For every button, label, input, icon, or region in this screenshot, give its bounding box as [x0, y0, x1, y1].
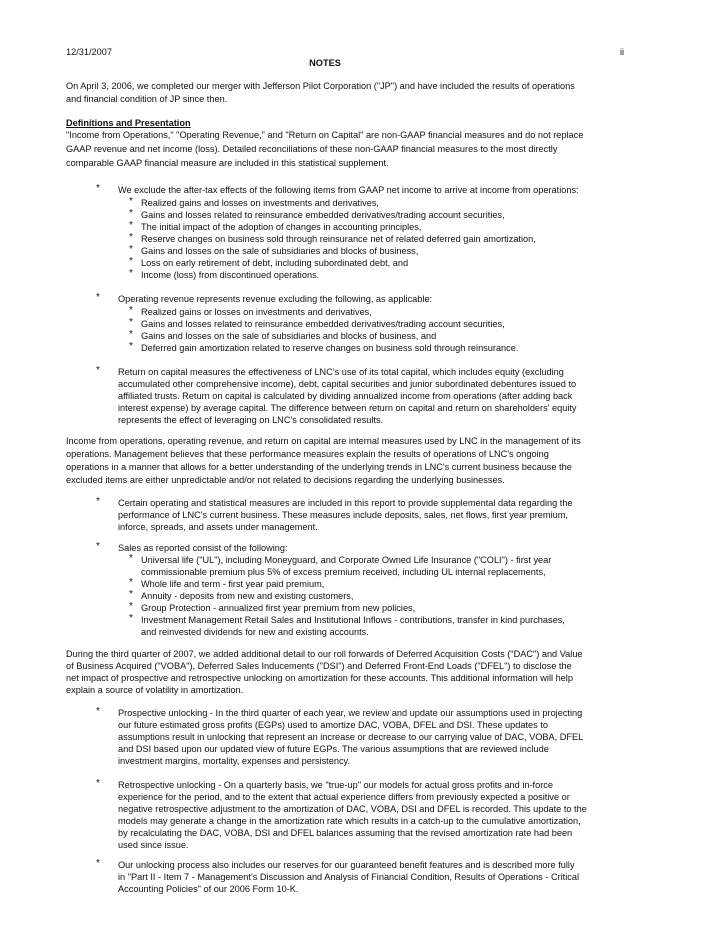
- bullet-marker: *: [96, 858, 100, 869]
- bullet-line: investment margins, mortality, expenses and persistency.: [118, 756, 350, 766]
- sub-bullet-marker: *: [129, 232, 133, 243]
- bullet-line: negative retrospective adjustment to the amortization of DAC, VOBA, DSI and DFEL is recorded. This update to the: [118, 804, 587, 814]
- definitions-line: comparable GAAP financial measure are included in this statistical supplement.: [66, 158, 389, 168]
- bullet-line: Prospective unlocking - In the third quarter of each year, we review and update our assumptions used in projecting: [118, 708, 583, 718]
- sub-bullet-item: Gains and losses on the sale of subsidiaries and blocks of business, and: [141, 331, 437, 341]
- sub-bullet-marker: *: [129, 196, 133, 207]
- bullet-line: and DSI based upon our updated view of future EGPs. The various assumptions that are reviewed include: [118, 744, 549, 754]
- bullet-line: Return on capital measures the effectiveness of LNC's use of its total capital, which includes equity (excluding: [118, 367, 564, 377]
- bullet-marker: *: [96, 292, 100, 303]
- sub-bullet-marker: *: [129, 220, 133, 231]
- paragraph-line: excluded items are either unpredictable and/or not related to decisions regarding the underlying businesses.: [66, 475, 505, 485]
- sub-bullet-item: Realized gains and losses on investments and derivatives,: [141, 198, 379, 208]
- page-title: NOTES: [309, 58, 341, 68]
- sub-bullet-item: Gains and losses related to reinsurance embedded derivatives/trading account securities,: [141, 319, 505, 329]
- bullet-marker: *: [96, 541, 100, 552]
- sub-bullet-item: Group Protection - annualized first year premium from new policies,: [141, 603, 416, 613]
- bullet-line: inforce, spreads, and assets under management.: [118, 522, 318, 532]
- sub-bullet-item: Gains and losses related to reinsurance embedded derivatives/trading account securities,: [141, 210, 505, 220]
- bullet-line: Certain operating and statistical measures are included in this report to provide supplemental data regarding the: [118, 498, 573, 508]
- sub-bullet-item: commissionable premium plus 5% of excess premium received, including UL internal replacements,: [141, 567, 546, 577]
- paragraph-line: During the third quarter of 2007, we added additional detail to our roll forwards of Deferred Acquisition Costs ("DAC") and Value: [66, 649, 583, 659]
- definitions-line: "Income from Operations," "Operating Revenue," and "Return on Capital" are non-GAAP financial measures and do not replace: [66, 130, 584, 140]
- sub-bullet-marker: *: [129, 553, 133, 564]
- bullet-line: experience for the period, and to the extent that actual experience differs from previously expected a positive or: [118, 792, 570, 802]
- bullet-line: our future estimated gross profits (EGPs) used to amortize DAC, VOBA, DFEL and DSI. These updates to: [118, 720, 548, 730]
- bullet-line: assumptions result in unlocking that represent an increase or decrease to our carrying value of DAC, VOBA, DFEL: [118, 732, 584, 742]
- bullet-marker: *: [96, 183, 100, 194]
- bullet-line: performance of LNC's current business. These measures include deposits, sales, net flows, first year premium,: [118, 510, 568, 520]
- bullet-lead: Sales as reported consist of the following:: [118, 543, 288, 553]
- sub-bullet-marker: *: [129, 341, 133, 352]
- definitions-line: GAAP revenue and net income (loss). Detailed reconciliations of these non-GAAP financial measures to the most directly: [66, 144, 558, 154]
- bullet-line: Retrospective unlocking - On a quarterly basis, we "true-up" our models for actual gross profits and in-force: [118, 780, 553, 790]
- sub-bullet-item: Income (loss) from discontinued operations.: [141, 270, 320, 280]
- bullet-line: affiliated trusts. Return on capital is calculated by dividing annualized income from operations (after adding back: [118, 391, 573, 401]
- sub-bullet-item: Universal life ("UL"), including Moneyguard, and Corporate Owned Life Insurance ("COLI") - first year: [141, 555, 552, 565]
- intro-line: On April 3, 2006, we completed our merger with Jefferson Pilot Corporation ("JP") and have included the results of operations: [66, 81, 575, 91]
- bullet-marker: *: [96, 778, 100, 789]
- sub-bullet-marker: *: [129, 305, 133, 316]
- bullet-line: interest expense) by average capital. The difference between return on capital and return on shareholders' equity: [118, 403, 577, 413]
- sub-bullet-marker: *: [129, 268, 133, 279]
- sub-bullet-item: Loss on early retirement of debt, including subordinated debt, and: [141, 258, 409, 268]
- bullet-marker: *: [96, 706, 100, 717]
- bullet-line: represents the effect of leveraging on LNC's consolidated results.: [118, 415, 384, 425]
- sub-bullet-item: Investment Management Retail Sales and Institutional Inflows - contributions, transfer in kind purchases,: [141, 615, 565, 625]
- sub-bullet-marker: *: [129, 244, 133, 255]
- sub-bullet-marker: *: [129, 208, 133, 219]
- sub-bullet-item: The initial impact of the adoption of changes in accounting principles,: [141, 222, 422, 232]
- paragraph-line: explain a source of volatility in amortization.: [66, 685, 244, 695]
- sub-bullet-item: Deferred gain amortization related to reserve changes on business sold through reinsurance.: [141, 343, 519, 353]
- sub-bullet-item: Gains and losses on the sale of subsidiaries and blocks of business,: [141, 246, 419, 256]
- sub-bullet-marker: *: [129, 329, 133, 340]
- report-date: 12/31/2007: [66, 47, 112, 57]
- bullet-line: models may generate a change in the amortization rate which results in a catch-up to the cumulative amortization,: [118, 816, 581, 826]
- bullet-line: accumulated other comprehensive income), debt, capital securities and junior subordinated debentures issued to: [118, 379, 577, 389]
- sub-bullet-item: and reinvested dividends for new and existing accounts.: [141, 627, 369, 637]
- sub-bullet-marker: *: [129, 589, 133, 600]
- intro-line: and financial condition of JP since then.: [66, 94, 228, 104]
- paragraph-line: net impact of prospective and retrospective unlocking on amortization for these accounts. This additional information will help: [66, 673, 573, 683]
- bullet-line: Accounting Policies" of our 2006 Form 10-K.: [118, 884, 299, 894]
- bullet-marker: *: [96, 365, 100, 376]
- sub-bullet-item: Whole life and term - first year paid premium,: [141, 579, 325, 589]
- paragraph-line: operations in a manner that allows for a better understanding of the underlying trends in LNC's current business because the: [66, 462, 572, 472]
- sub-bullet-marker: *: [129, 613, 133, 624]
- sub-bullet-item: Realized gains or losses on investments and derivatives,: [141, 307, 372, 317]
- bullet-lead: We exclude the after-tax effects of the following items from GAAP net income to arrive at income from operations:: [118, 185, 579, 195]
- sub-bullet-marker: *: [129, 577, 133, 588]
- paragraph-line: operations. Management believes that these performance measures explain the results of operations of LNC's ongoing: [66, 449, 549, 459]
- bullet-marker: *: [96, 496, 100, 507]
- sub-bullet-marker: *: [129, 256, 133, 267]
- sub-bullet-item: Reserve changes on business sold through reinsurance net of related deferred gain amortization,: [141, 234, 536, 244]
- page-number: ii: [620, 47, 625, 57]
- bullet-line: Our unlocking process also includes our reserves for our guaranteed benefit features and is described more fully: [118, 860, 575, 870]
- bullet-line: used since issue.: [118, 840, 189, 850]
- section-heading: Definitions and Presentation: [66, 118, 191, 128]
- bullet-lead: Operating revenue represents revenue excluding the following, as applicable:: [118, 294, 433, 304]
- bullet-line: in "Part II - Item 7 - Management's Discussion and Analysis of Financial Condition, Results of Operations - Critical: [118, 872, 580, 882]
- sub-bullet-marker: *: [129, 317, 133, 328]
- bullet-line: by recalculating the DAC, VOBA, DSI and DFEL balances assuming that the revised amortization rate had been: [118, 828, 573, 838]
- sub-bullet-item: Annuity - deposits from new and existing customers,: [141, 591, 354, 601]
- paragraph-line: of Business Acquired ("VOBA"), Deferred Sales Inducements ("DSI") and Deferred Front-End Loads ("DFEL") to disclose the: [66, 661, 572, 671]
- sub-bullet-marker: *: [129, 601, 133, 612]
- paragraph-line: Income from operations, operating revenue, and return on capital are internal measures used by LNC in the management of its: [66, 436, 581, 446]
